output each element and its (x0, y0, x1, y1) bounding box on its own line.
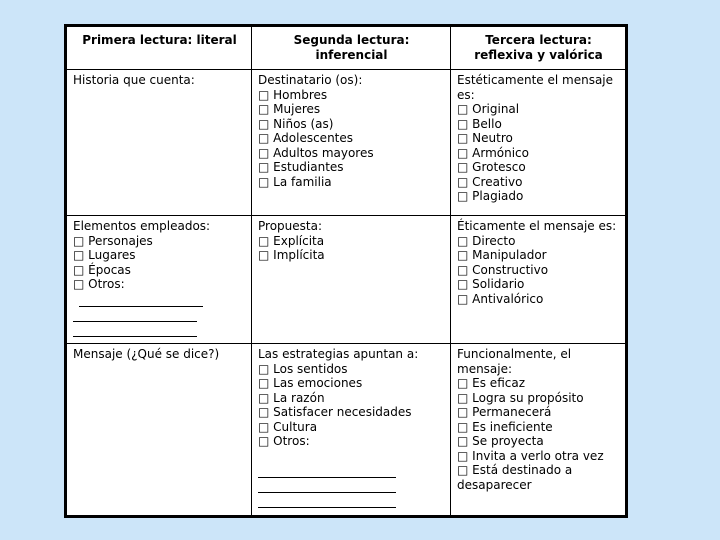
checkbox-option[interactable]: □ Niños (as) (258, 117, 445, 132)
table-row (67, 70, 626, 216)
checkbox-option[interactable]: □ Otros: (258, 434, 445, 449)
checkbox-option[interactable]: □ Grotesco (457, 160, 620, 175)
checkbox-option[interactable]: □ Hombres (258, 88, 445, 103)
answer-line[interactable] (73, 307, 197, 322)
cell-title: Historia que cuenta: (73, 73, 195, 87)
checkbox-option[interactable]: □ Otros: (73, 277, 246, 292)
option-continuation: desaparecer (457, 477, 532, 492)
checkbox-option[interactable]: □ Se proyecta (457, 434, 620, 449)
checkbox-option[interactable]: □ Adultos mayores (258, 146, 445, 161)
header-reflexive: Tercera lectura: reflexiva y valórica (451, 27, 626, 70)
cell-title: Funcionalmente, el (457, 347, 572, 361)
cell-title: Éticamente el mensaje es: (457, 219, 617, 233)
checkbox-option[interactable]: □ La razón (258, 391, 445, 406)
checkbox-option[interactable]: □ Mujeres (258, 102, 445, 117)
checkbox-option[interactable]: □ Antivalórico (457, 292, 620, 307)
cell-title-cont: mensaje: (457, 361, 513, 376)
checkbox-option[interactable]: □ Constructivo (457, 263, 620, 278)
checkbox-option[interactable]: □ La familia (258, 175, 445, 190)
cell-audience (252, 70, 451, 216)
checkbox-option[interactable]: □ Es eficaz (457, 376, 620, 391)
checkbox-option[interactable]: □ Es ineficiente (457, 420, 620, 435)
checkbox-option[interactable]: □ Cultura (258, 420, 445, 435)
checkbox-option[interactable]: □ Original (457, 102, 620, 117)
header-inferential: Segunda lectura: inferencial (252, 27, 451, 70)
checkbox-option[interactable]: □ Está destinado a (457, 463, 620, 478)
answer-line[interactable] (258, 463, 396, 478)
reading-guide-sheet (64, 24, 628, 518)
checkbox-option[interactable]: □ Explícita (258, 234, 445, 249)
checkbox-option[interactable]: □ Los sentidos (258, 362, 445, 377)
checkbox-option[interactable]: □ Bello (457, 117, 620, 132)
cell-title: Mensaje (¿Qué se dice?) (73, 347, 220, 361)
cell-title: Las estrategias apuntan a: (258, 347, 419, 361)
checkbox-option[interactable]: □ Lugares (73, 248, 246, 263)
cell-story (67, 70, 252, 216)
cell-elements (67, 216, 252, 344)
header-literal: Primera lectura: literal (67, 27, 252, 70)
reading-levels-table (66, 26, 626, 516)
checkbox-option[interactable]: □ Personajes (73, 234, 246, 249)
checkbox-option[interactable]: □ Plagiado (457, 189, 620, 204)
cell-title: Elementos empleados: (73, 219, 211, 233)
checkbox-option[interactable]: □ Manipulador (457, 248, 620, 263)
checkbox-option[interactable]: □ Implícita (258, 248, 445, 263)
cell-title-cont: es: (457, 87, 475, 102)
cell-functional (451, 344, 626, 516)
checkbox-option[interactable]: □ Estudiantes (258, 160, 445, 175)
cell-aesthetic (451, 70, 626, 216)
answer-line[interactable] (258, 493, 396, 508)
checkbox-option[interactable]: □ Permanecerá (457, 405, 620, 420)
cell-message (67, 344, 252, 516)
checkbox-option[interactable]: □ Neutro (457, 131, 620, 146)
checkbox-option[interactable]: □ Directo (457, 234, 620, 249)
table-row (67, 344, 626, 516)
checkbox-option[interactable]: □ Solidario (457, 277, 620, 292)
checkbox-option[interactable]: □ Logra su propósito (457, 391, 620, 406)
answer-line[interactable] (79, 292, 203, 307)
checkbox-option[interactable]: □ Armónico (457, 146, 620, 161)
answer-line[interactable] (258, 478, 396, 493)
checkbox-option[interactable]: □ Creativo (457, 175, 620, 190)
cell-title: Propuesta: (258, 219, 322, 233)
cell-title: Estéticamente el mensaje (457, 73, 614, 87)
cell-title: Destinatario (os): (258, 73, 363, 87)
header-row (67, 27, 626, 70)
checkbox-option[interactable]: □ Épocas (73, 263, 246, 278)
checkbox-option[interactable]: □ Satisfacer necesidades (258, 405, 445, 420)
cell-proposal (252, 216, 451, 344)
cell-strategies (252, 344, 451, 516)
checkbox-option[interactable]: □ Invita a verlo otra vez (457, 449, 620, 464)
answer-line[interactable] (73, 322, 197, 337)
checkbox-option[interactable]: □ Adolescentes (258, 131, 445, 146)
checkbox-option[interactable]: □ Las emociones (258, 376, 445, 391)
table-row (67, 216, 626, 344)
cell-ethical (451, 216, 626, 344)
